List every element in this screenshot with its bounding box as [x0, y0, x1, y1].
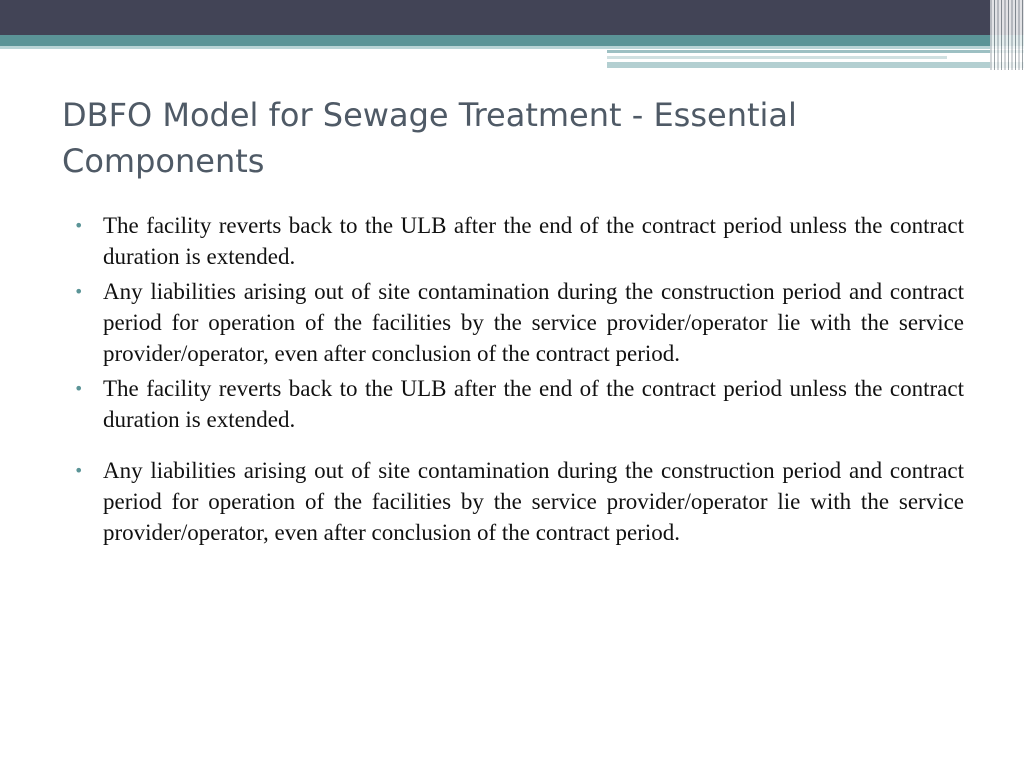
bullet-item — [72, 276, 964, 369]
header-accent-bar — [607, 56, 947, 59]
header-accent-bar — [607, 62, 1024, 68]
bullet-text: The facility reverts back to the ULB after the end of the contract period unless the contract duration is extended. — [103, 213, 964, 269]
bullet-item — [72, 210, 964, 272]
bullet-item — [72, 455, 964, 548]
bullet-text: Any liabilities arising out of site contamination during the construction period and contract period for operation of the facilities by the service provider/operator lie with the service provider/operator, even after conclusion of the contract period. — [103, 458, 964, 545]
bullet-icon: • — [74, 216, 84, 235]
bullet-text: Any liabilities arising out of site contamination during the construction period and contract period for operation of the facilities by the service provider/operator lie with the service provider/operator, even after conclusion of the contract period. — [103, 279, 964, 366]
header-teal-band — [0, 35, 1024, 46]
slide-title: DBFO Model for Sewage Treatment - Essential Components — [62, 96, 797, 180]
bullet-list — [72, 210, 964, 552]
bullet-icon: • — [74, 282, 84, 301]
header-accent-bar — [607, 50, 1024, 53]
bullet-item — [72, 373, 964, 435]
header-dark-band — [0, 0, 1024, 35]
bullet-text: The facility reverts back to the ULB after the end of the contract period unless the contract duration is extended. — [103, 376, 964, 432]
bullet-icon: • — [74, 379, 84, 398]
bullet-icon: • — [74, 461, 84, 480]
header-stripe-ornament — [990, 0, 1024, 70]
header-light-band — [0, 46, 1024, 49]
